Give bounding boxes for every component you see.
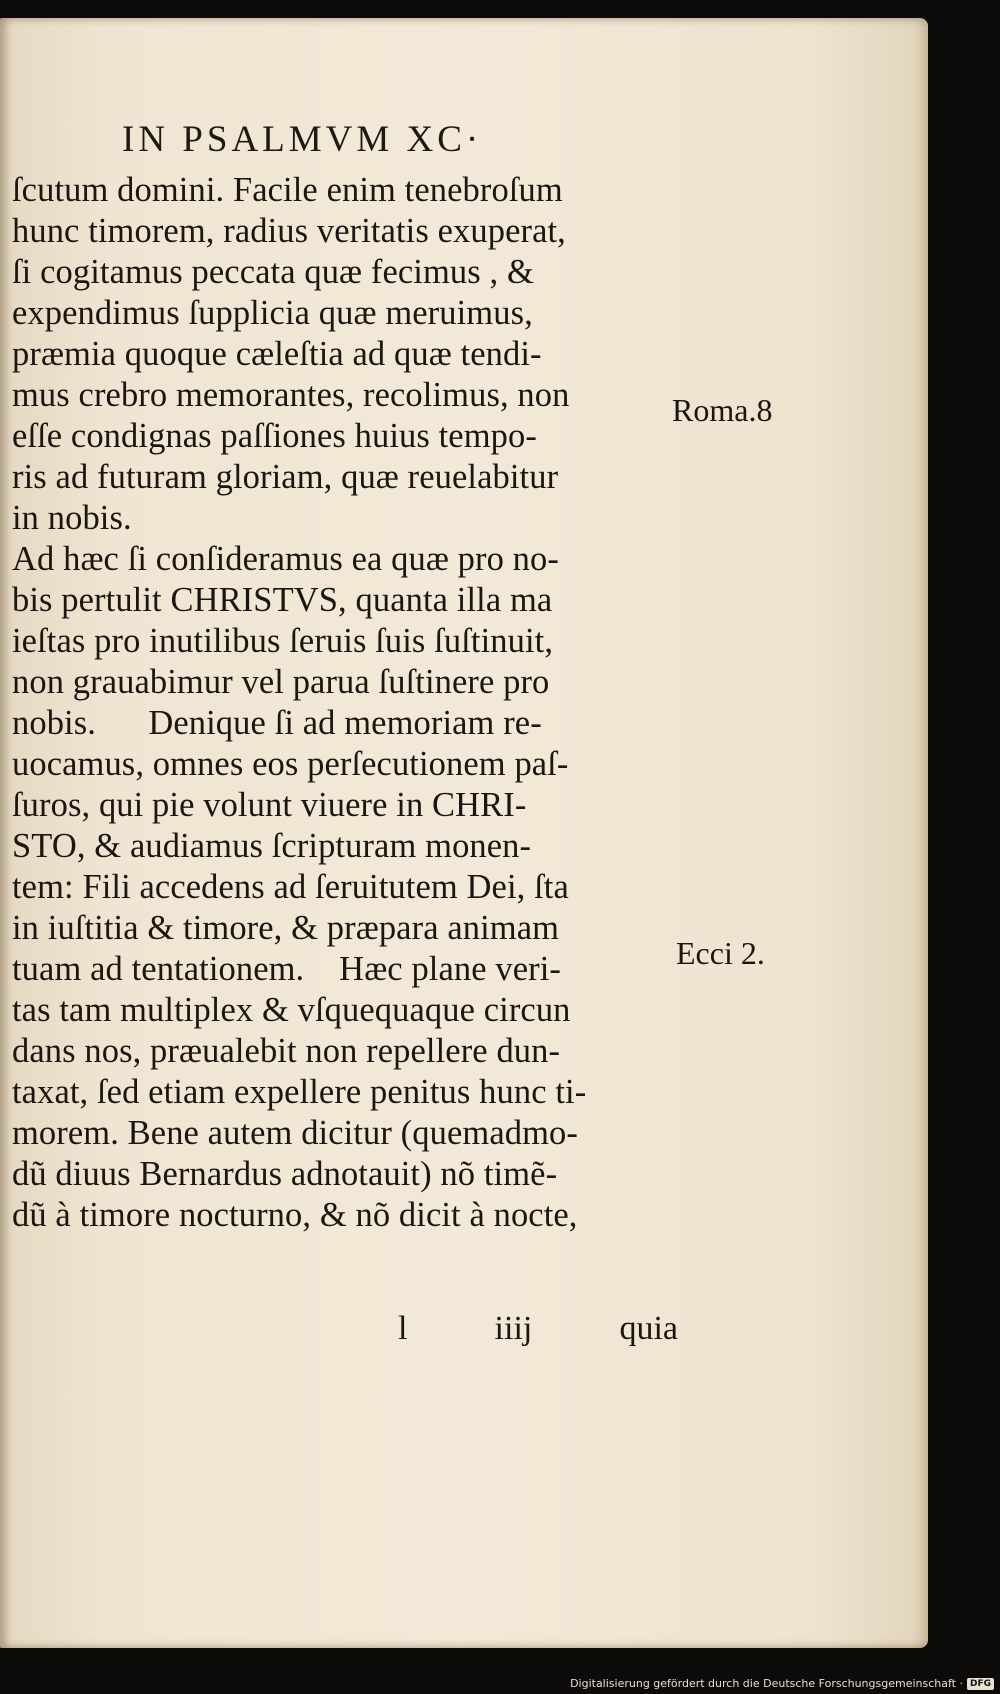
text-line: eſſe condignas paſſiones huius tempo- — [12, 417, 537, 455]
text-line: morem. Bene autem dicitur (quemadmo- — [12, 1114, 578, 1152]
margin-note-romans: Roma.8 — [672, 392, 773, 428]
text-line: tuam ad tentationem. Hæc plane veri- — [12, 950, 562, 988]
text-line: nobis. Denique ſi ad memoriam re- — [12, 704, 542, 742]
text-line: ieſtas pro inutilibus ſeruis ſuis ſuſtinuit, — [12, 622, 554, 660]
text-line: tem: Fili accedens ad ſeruitutem Dei, ſta — [12, 868, 569, 906]
text-line: ſi cogitamus peccata quæ fecimus , & — [12, 253, 534, 291]
text-line: mus crebro memorantes, recolimus, non — [12, 376, 570, 414]
text-line: ris ad futuram gloriam, quæ reuelabitur — [12, 458, 559, 496]
text-line: uocamus, omnes eos perſecutionem paſ- — [12, 745, 569, 783]
text-line: bis pertulit CHRISTVS, quanta illa ma — [12, 581, 553, 619]
signature-line — [398, 1310, 678, 1348]
text-line: expendimus ſupplicia quæ meruimus, — [12, 294, 533, 332]
text-line: in iuſtitia & timore, & præpara animam — [12, 909, 560, 947]
text-line: non grauabimur vel parua ſuſtinere pro — [12, 663, 550, 701]
text-line: taxat, ſed etiam expellere penitus hunc ti- — [12, 1073, 587, 1111]
text-line: dũ diuus Bernardus adnotauit) nõ timẽ- — [12, 1155, 558, 1193]
text-line: hunc timorem, radius veritatis exuperat, — [12, 212, 566, 250]
text-line: dans nos, præualebit non repellere dun- — [12, 1032, 561, 1070]
running-head: IN PSALMVM XC· — [122, 119, 483, 160]
text-line: dũ à timore nocturno, & nõ dicit à nocte, — [12, 1196, 578, 1234]
digitization-credit — [570, 1677, 994, 1690]
ink-smudge-mark: ﾠ — [776, 835, 798, 860]
text-line: ſuros, qui pie volunt viuere in CHRI- — [12, 786, 527, 824]
body-text — [12, 170, 672, 1236]
margin-note-ecclesiasticus: Ecci 2. — [676, 935, 765, 971]
text-line: ſcutum domini. Facile enim tenebroſum — [12, 171, 563, 209]
signature-mark: l — [398, 1310, 408, 1347]
text-line: Ad hæc ſi conſideramus ea quæ pro no- — [12, 540, 559, 578]
catchword: quia — [619, 1310, 678, 1347]
text-line: præmia quoque cæleſtia ad quæ tendi- — [12, 335, 542, 373]
dfg-logo: DFG — [967, 1678, 994, 1690]
signature-number: iiij — [494, 1310, 533, 1347]
text-line: tas tam multiplex & vſquequaque circun — [12, 991, 571, 1029]
text-line: in nobis. — [12, 499, 132, 537]
credit-text: Digitalisierung gefördert durch die Deutsche Forschungsgemeinschaft · — [570, 1677, 963, 1690]
text-line: STO, & audiamus ſcripturam monen- — [12, 827, 532, 865]
